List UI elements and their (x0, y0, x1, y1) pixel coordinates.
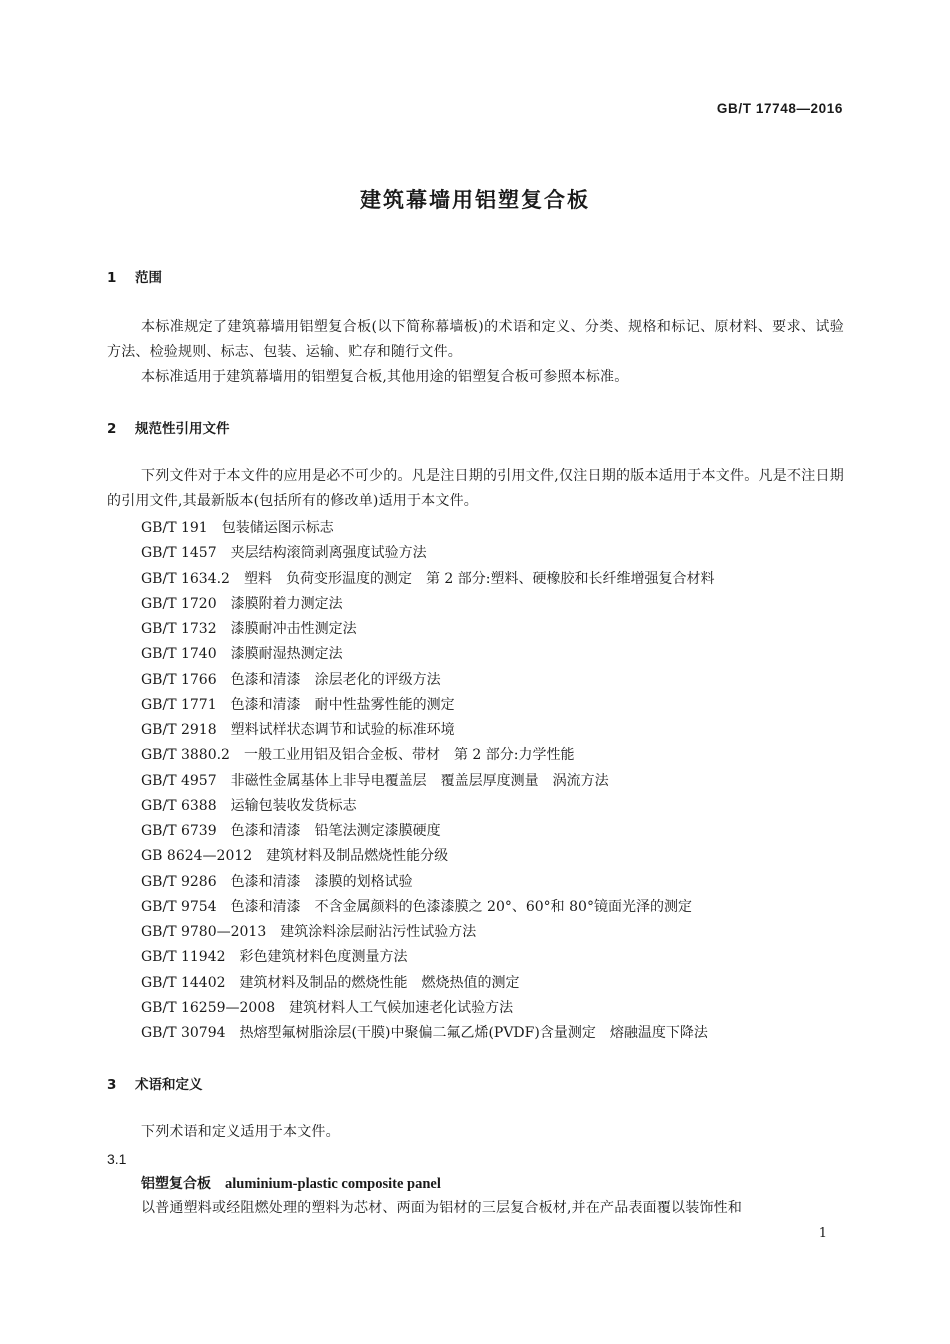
term-entry (141, 1173, 441, 1193)
reference-title: 包装储运图示标志 (221, 520, 334, 536)
reference-code: GB/T 30794 (141, 1025, 226, 1041)
reference-item (141, 996, 715, 1021)
reference-code: GB/T 16259—2008 (141, 999, 276, 1016)
reference-title: 塑料试样状态调节和试验的标准环境 (230, 722, 455, 738)
reference-item (141, 920, 715, 945)
reference-code: GB/T 9780—2013 (141, 924, 267, 940)
normative-references-list (141, 516, 715, 1046)
reference-item (141, 870, 715, 895)
section-3-heading (107, 1073, 203, 1093)
reference-item (141, 945, 715, 970)
reference-code: GB/T 11942 (141, 949, 226, 966)
reference-title: 漆膜附着力测定法 (230, 595, 343, 612)
reference-title: 彩色建筑材料色度测量方法 (239, 949, 408, 966)
reference-code: GB/T 14402 (141, 974, 226, 991)
reference-item (141, 541, 715, 566)
reference-code: GB 8624—2012 (141, 848, 253, 865)
reference-title: 建筑涂料涂层耐沾污性试验方法 (280, 924, 477, 940)
reference-title: 建筑材料及制品的燃烧性能 燃烧热值的测定 (239, 974, 520, 991)
document-title: 建筑幕墙用铝塑复合板 (360, 188, 590, 212)
reference-item (141, 971, 715, 996)
reference-item (141, 516, 715, 541)
reference-title: 色漆和清漆 不含金属颜料的色漆漆膜之 20°、60°和 80°镜面光泽的测定 (230, 898, 692, 915)
reference-item (141, 895, 715, 920)
reference-title: 热熔型氟树脂涂层(干膜)中聚偏二氟乙烯(PVDF)含量测定 熔融温度下降法 (239, 1025, 708, 1041)
reference-title: 建筑材料人工气候加速老化试验方法 (289, 999, 514, 1016)
reference-code: GB/T 1457 (141, 545, 217, 562)
reference-item (141, 592, 715, 617)
reference-item (141, 718, 715, 743)
reference-code: GB/T 1766 (141, 671, 217, 688)
reference-code: GB/T 1740 (141, 646, 217, 663)
page-number: 1 (818, 1226, 827, 1241)
reference-title: 色漆和清漆 涂层老化的评级方法 (230, 671, 441, 688)
section-2-heading (107, 417, 230, 437)
reference-title: 漆膜耐湿热测定法 (230, 646, 343, 663)
term-definition: 以普通塑料或经阻燃处理的塑料为芯材、两面为铝材的三层复合板材,并在产品表面覆以装饰性和 (141, 1200, 743, 1216)
reference-title: 非磁性金属基体上非导电覆盖层 覆盖层厚度测量 涡流方法 (230, 772, 609, 789)
reference-item (141, 642, 715, 667)
reference-code: GB/T 1771 (141, 696, 217, 713)
reference-code: GB/T 191 (141, 520, 208, 536)
reference-title: 夹层结构滚筒剥离强度试验方法 (230, 545, 427, 562)
reference-title: 一般工业用铝及铝合金板、带材 第 2 部分:力学性能 (243, 747, 575, 764)
reference-item (141, 668, 715, 693)
term-english: aluminium-plastic composite panel (225, 1176, 441, 1192)
reference-title: 塑料 负荷变形温度的测定 第 2 部分:塑料、硬橡胶和长纤维增强复合材料 (243, 570, 715, 587)
section-title: 术语和定义 (135, 1077, 203, 1093)
reference-code: GB/T 6739 (141, 823, 217, 839)
reference-title: 漆膜耐冲击性测定法 (230, 621, 357, 637)
reference-item (141, 1021, 715, 1046)
reference-title: 色漆和清漆 耐中性盐雾性能的测定 (230, 696, 455, 713)
reference-code: GB/T 3880.2 (141, 747, 230, 764)
reference-item (141, 794, 715, 819)
reference-code: GB/T 1732 (141, 621, 217, 637)
reference-code: GB/T 9754 (141, 898, 217, 915)
section-number: 2 (107, 421, 117, 437)
reference-code: GB/T 1720 (141, 595, 217, 612)
reference-title: 色漆和清漆 铅笔法测定漆膜硬度 (230, 823, 441, 839)
reference-title: 色漆和清漆 漆膜的划格试验 (230, 873, 413, 890)
reference-code: GB/T 9286 (141, 873, 217, 890)
section-1-paragraph-1: 本标准规定了建筑幕墙用铝塑复合板(以下简称幕墙板)的术语和定义、分类、规格和标记、原材料、要求、试验方法、检验规则、标志、包装、运输、贮存和随行文件。 (107, 319, 844, 360)
reference-item (141, 769, 715, 794)
reference-item (141, 819, 715, 844)
standard-number-header: GB/T 17748—2016 (716, 101, 843, 116)
section-3-intro: 下列术语和定义适用于本文件。 (141, 1124, 340, 1140)
reference-item (141, 693, 715, 718)
clause-number: 3.1 (107, 1151, 127, 1167)
reference-item (141, 617, 715, 642)
section-title: 范围 (135, 270, 162, 286)
reference-title: 建筑材料及制品燃烧性能分级 (266, 848, 449, 865)
reference-code: GB/T 1634.2 (141, 570, 230, 587)
reference-item (141, 844, 715, 869)
section-1-heading (107, 266, 162, 286)
section-number: 1 (107, 270, 117, 286)
section-number: 3 (107, 1077, 117, 1093)
reference-code: GB/T 2918 (141, 722, 217, 738)
reference-item (141, 743, 715, 768)
section-1-paragraph-2: 本标准适用于建筑幕墙用的铝塑复合板,其他用途的铝塑复合板可参照本标准。 (141, 369, 629, 385)
section-2-intro: 下列文件对于本文件的应用是必不可少的。凡是注日期的引用文件,仅注日期的版本适用于本文件。凡是不注日期的引用文件,其最新版本(包括所有的修改单)适用于本文件。 (107, 468, 844, 509)
section-title: 规范性引用文件 (135, 421, 230, 437)
reference-code: GB/T 6388 (141, 797, 217, 814)
reference-item (141, 567, 715, 592)
reference-title: 运输包装收发货标志 (230, 797, 357, 814)
term-chinese: 铝塑复合板 (141, 1176, 211, 1192)
reference-code: GB/T 4957 (141, 772, 217, 789)
